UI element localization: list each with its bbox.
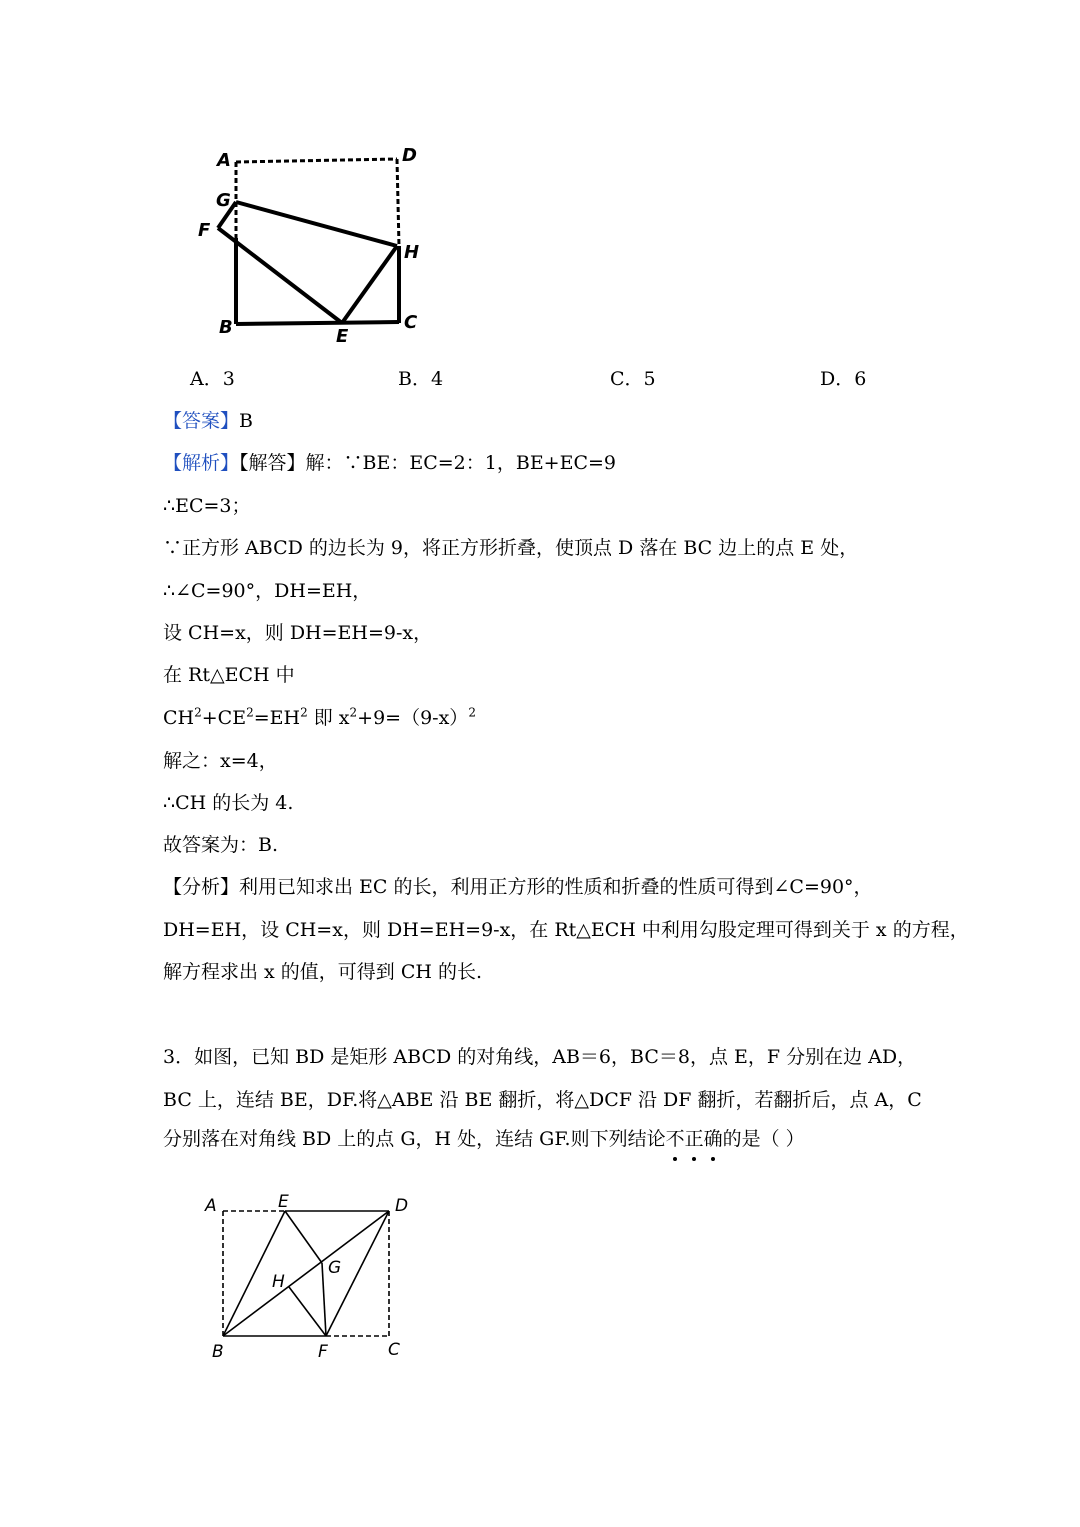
fenxi-tag: 【分析】 [163,876,240,898]
label-H: H [272,1272,285,1292]
label-D: D [402,145,417,166]
label-B: B [212,1342,224,1362]
fenxi-line-2: DH=EH，设 CH=x，则 DH=EH=9-x，在 Rt△ECH 中利用勾股定理可得到关于 x 的方程， [163,919,969,941]
analysis-tag: 【解析】 [163,452,240,474]
analysis-lead [163,450,616,476]
label-A: A [205,1196,217,1216]
option-a: A．3 [190,368,235,390]
q3-line-1: 3．如图，已知 BD 是矩形 ABCD 的对角线，AB＝6，BC＝8，点 E，F 分别在边 AD， [163,1046,917,1068]
analysis-line-4: 设 CH=x，则 DH=EH=9-x， [163,622,433,644]
analysis-line-2: ∵正方形 ABCD 的边长为 9，将正方形折叠，使顶点 D 落在 BC 边上的点 E 处， [163,537,859,559]
label-G: G [216,190,231,211]
label-C: C [388,1340,400,1360]
option-c: C．5 [610,368,656,390]
label-D: D [395,1196,409,1216]
analysis-lead-text: 【解答】解：∵BE：EC=2：1，BE+EC=9 [239,452,617,474]
label-B: B [219,317,233,338]
label-G: G [328,1258,342,1278]
q3-line-2: BC 上，连结 BE，DF.将△ABE 沿 BE 翻折，将△DCF 沿 DF 翻折，若翻折后，点 A，C [163,1089,922,1111]
analysis-line-9: 故答案为：B. [163,834,279,856]
edge-HE [342,246,397,323]
label-F: F [198,220,211,241]
figure-1-folded-square [190,140,430,355]
fenxi-line-1: 【分析】利用已知求出 EC 的长，利用正方形的性质和折叠的性质可得到∠C=90°， [163,876,873,898]
label-A: A [217,150,231,171]
edge-HF [289,1287,326,1336]
fenxi-line-3: 解方程求出 x 的值，可得到 CH 的长. [163,961,483,983]
label-H: H [404,242,420,263]
analysis-line-5: 在 Rt△ECH 中 [163,664,295,686]
q3-line-3: 分别落在对角线 BD 上的点 G，H 处，连结 GF.则下列结论不正确的是（ ） [163,1128,805,1150]
analysis-line-1: ∴EC=3； [163,495,251,517]
edge-GF [322,1263,326,1336]
edge-BC [236,322,399,324]
option-d: D．6 [820,368,867,390]
diagonal-BD [223,1211,389,1336]
edge-DH-dashed [397,159,399,246]
figure-2-folded-rectangle [200,1190,420,1365]
answer-line [163,408,253,434]
answer-tag: 【答案】 [163,410,240,432]
answer-value: B [239,410,253,432]
label-C: C [404,312,418,333]
label-E: E [278,1192,289,1212]
label-E: E [336,326,349,347]
edge-EG [285,1211,322,1263]
analysis-line-8: ∴CH 的长为 4. [163,792,294,814]
analysis-line-6: $CH^2+CE^2=EH^2$ 即 $x^2+9=(9-x)^2$ [163,705,476,729]
edge-GH [236,202,397,246]
label-F: F [318,1342,328,1362]
analysis-line-7: 解之：x=4， [163,750,278,772]
analysis-line-3: ∴∠C=90°，DH=EH， [163,580,372,602]
edge-AD-dashed [236,159,397,162]
option-b: B．4 [398,368,444,390]
